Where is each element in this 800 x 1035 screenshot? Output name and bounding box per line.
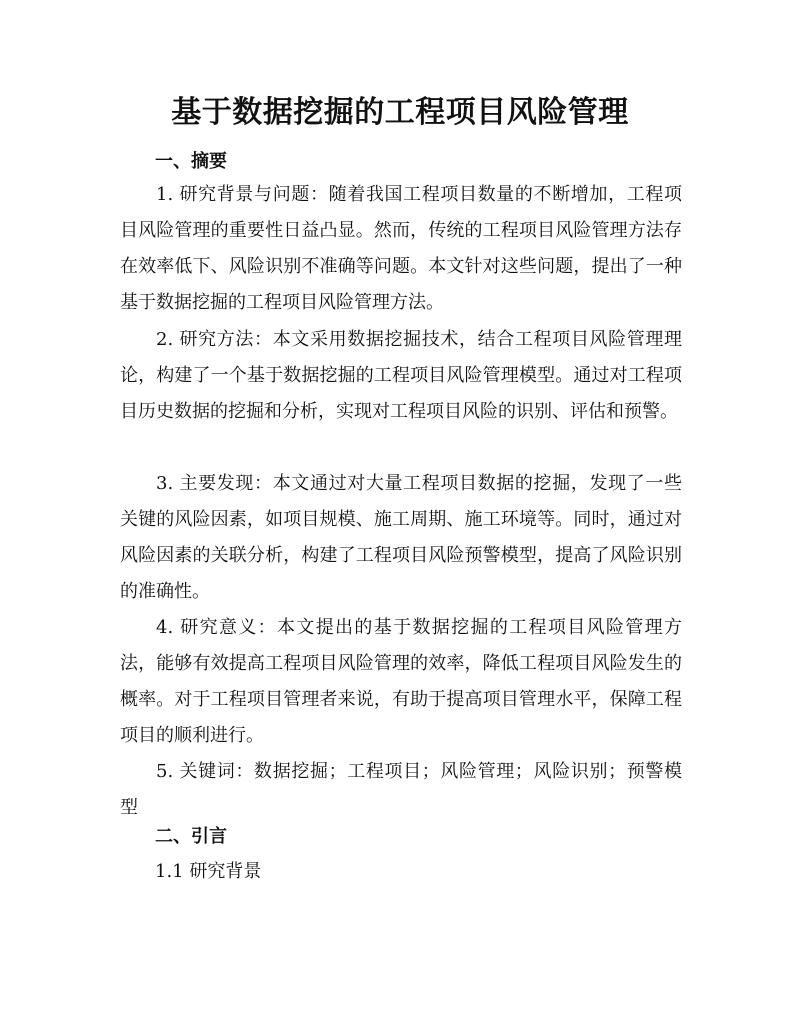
document-title: 基于数据挖掘的工程项目风险管理 [171, 95, 629, 130]
abstract-paragraph-2: 2. 研究方法：本文采用数据挖掘技术，结合工程项目风险管理理论，构建了一个基于数据挖掘的工程项目风险管理模型。通过对工程项目历史数据的挖掘和分析，实现对工程项目风险的识别、评估和预警。 [120, 329, 682, 422]
section-heading-introduction: 二、引言 [155, 826, 227, 847]
abstract-paragraph-4: 4. 研究意义：本文提出的基于数据挖掘的工程项目风险管理方法，能够有效提高工程项目风险管理的效率，降低工程项目风险发生的概率。对于工程项目管理者来说，有助于提高项目管理水平，保障工程项目的顺利进行。 [120, 617, 682, 746]
abstract-paragraph-keywords: 5. 关键词：数据挖掘；工程项目；风险管理；风险识别；预警模型 [120, 761, 682, 818]
subsection-heading-research-background: 1.1 研究背景 [155, 861, 262, 882]
section-heading-abstract: 一、摘要 [155, 151, 227, 172]
abstract-paragraph-1: 1. 研究背景与问题：随着我国工程项目数量的不断增加，工程项目风险管理的重要性日益凸显。然而，传统的工程项目风险管理方法存在效率低下、风险识别不准确等问题。本文针对这些问题，提出了一种基于数据挖掘的工程项目风险管理方法。 [120, 184, 682, 313]
abstract-paragraph-3: 3. 主要发现：本文通过对大量工程项目数据的挖掘，发现了一些关键的风险因素，如项目规模、施工周期、施工环境等。同时，通过对风险因素的关联分析，构建了工程项目风险预警模型，提高了风险识别的准确性。 [120, 473, 682, 602]
